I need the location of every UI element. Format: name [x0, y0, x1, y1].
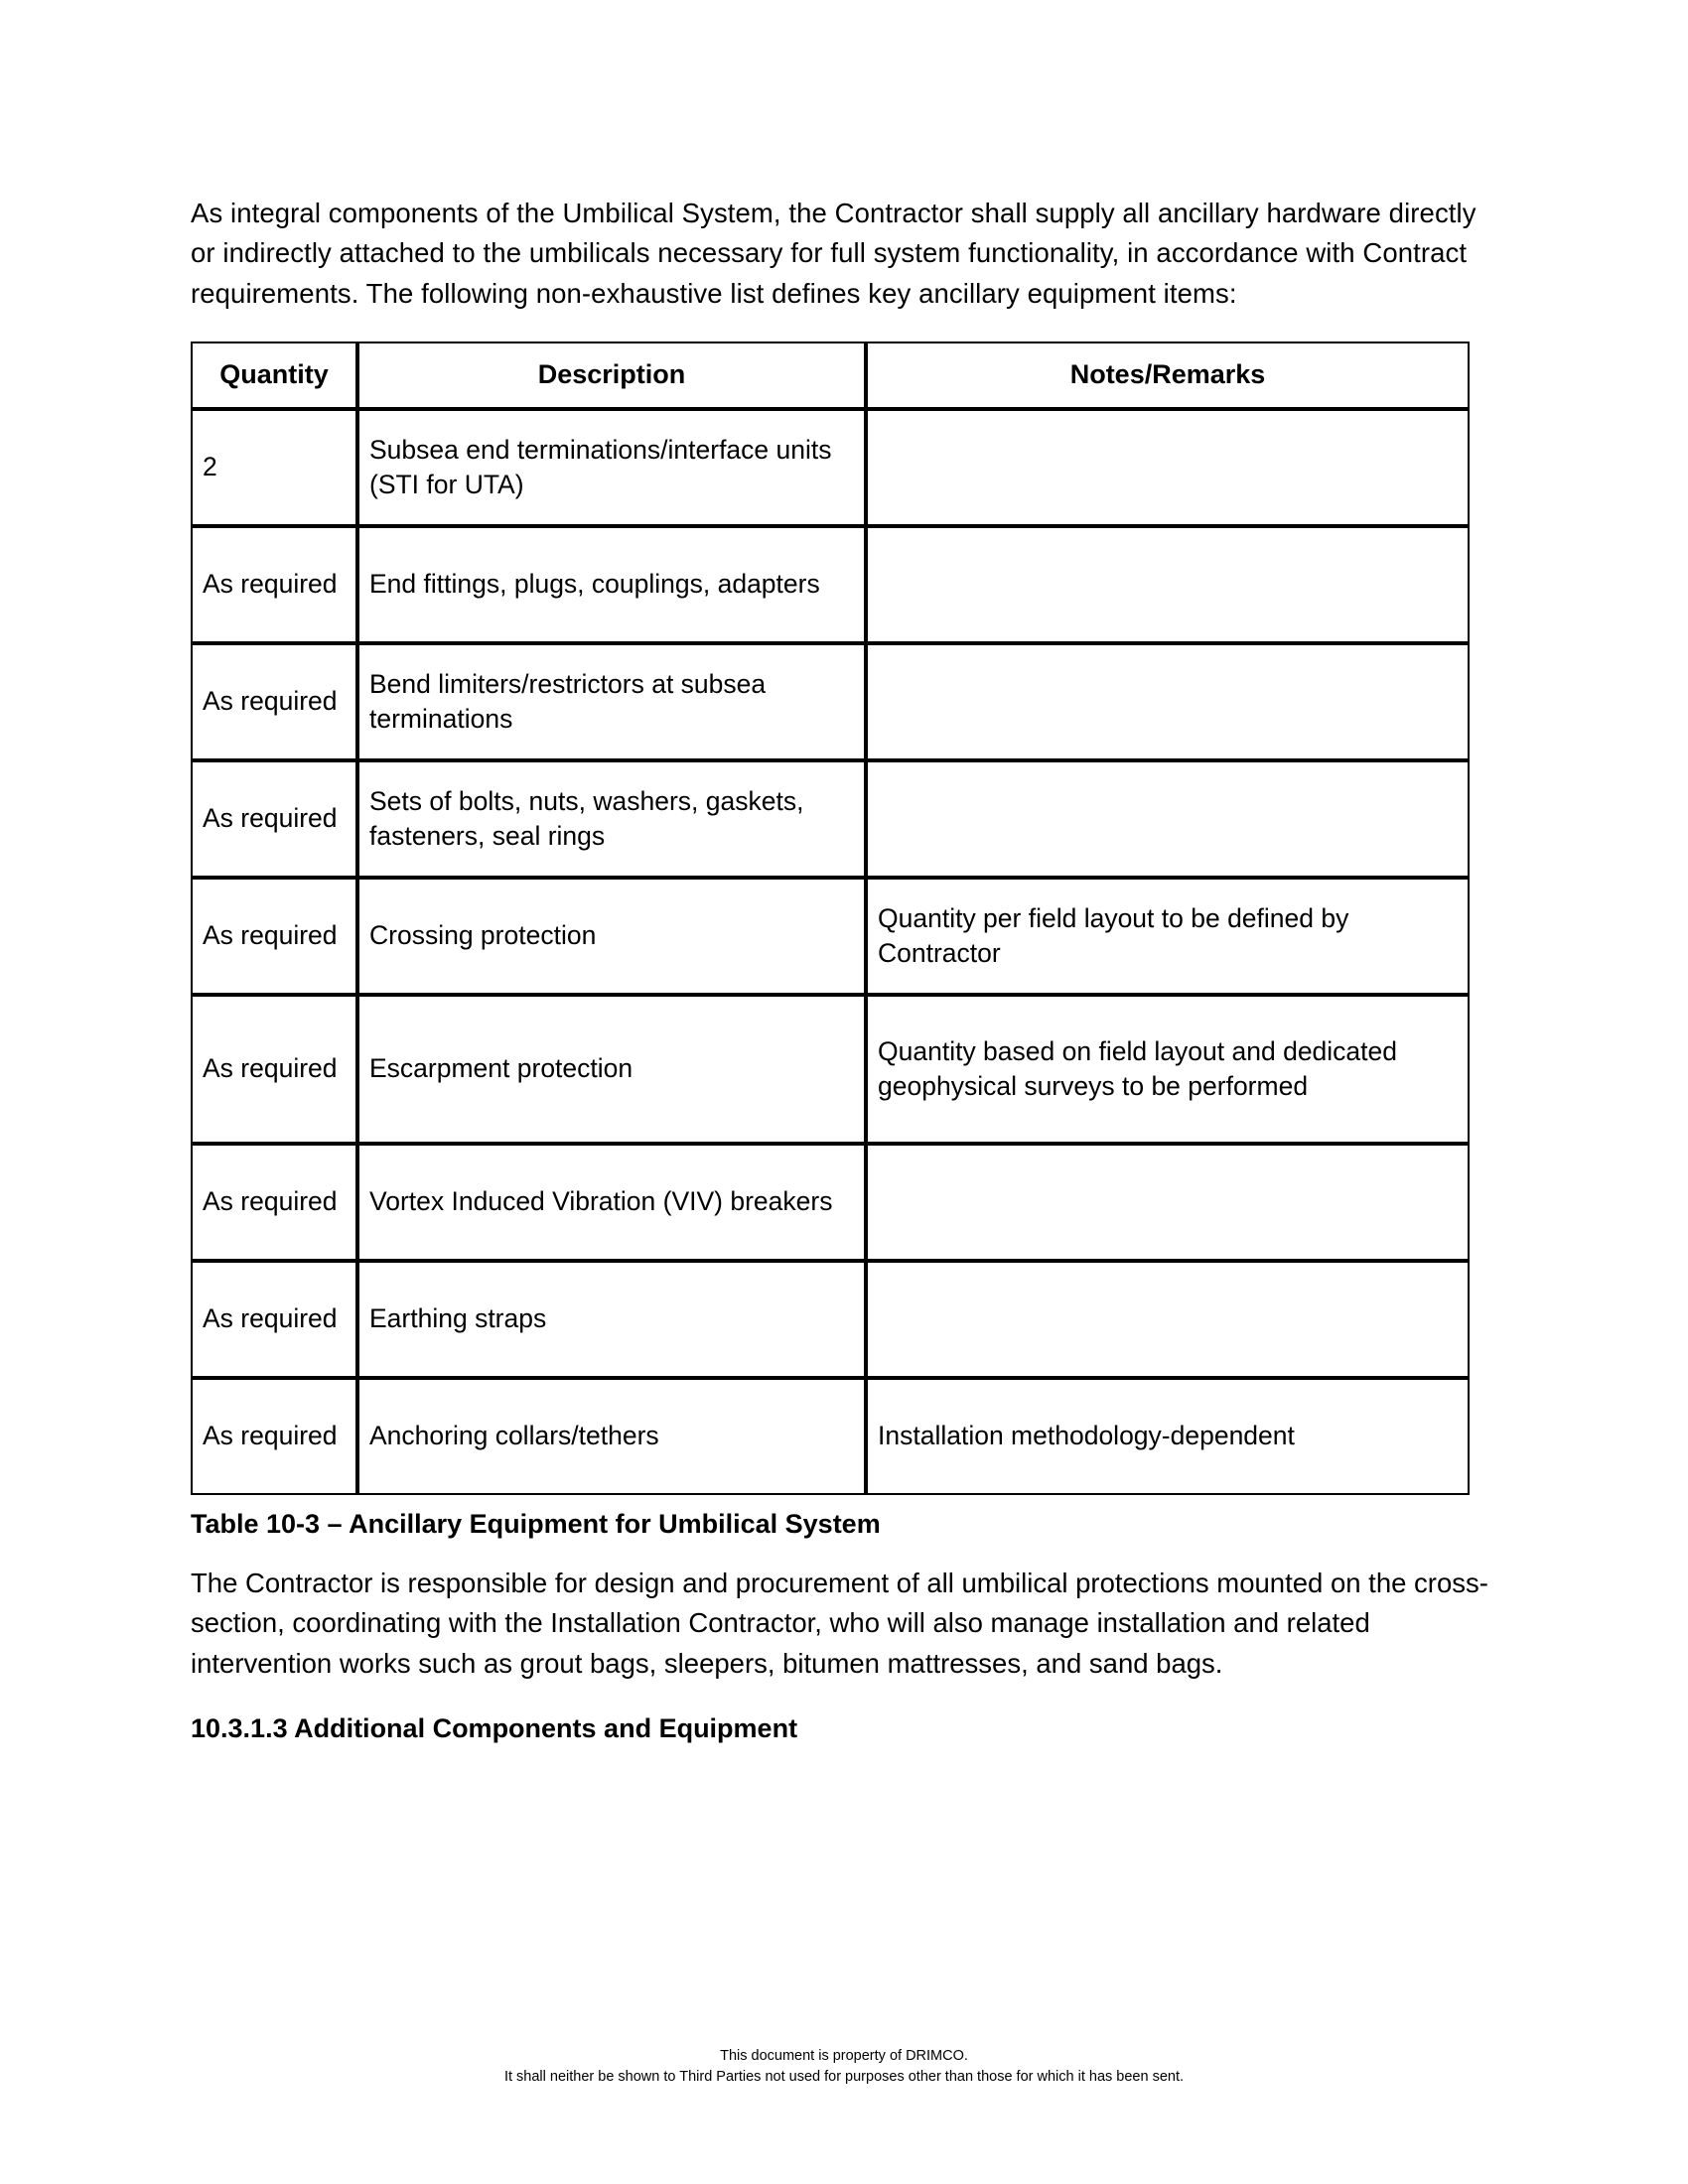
cell-description: Vortex Induced Vibration (VIV) breakers [357, 1144, 866, 1261]
cell-quantity: As required [191, 878, 357, 995]
cell-quantity: 2 [191, 409, 357, 526]
page-footer [0, 2046, 1688, 2090]
cell-notes [866, 1261, 1470, 1378]
table-row [191, 1144, 1470, 1261]
table-row [191, 760, 1470, 878]
table-row [191, 1261, 1470, 1378]
footer-line-2: It shall neither be shown to Third Parties not used for purposes other than those for which it has been sent. [503, 2069, 1185, 2086]
footer-line-1: This document is property of DRIMCO. [720, 2047, 968, 2064]
cell-quantity: As required [191, 643, 357, 760]
cell-quantity: As required [191, 1378, 357, 1495]
body-paragraph: The Contractor is responsible for design and procurement of all umbilical protections mounted on the cross-section, coordinating with the Installation Contractor, who will also manage installation and related intervention works such as grout bags, sleepers, bitumen mattresses, and sand bags. [191, 1567, 1488, 1679]
cell-description: Earthing straps [357, 1261, 866, 1378]
table-row [191, 878, 1470, 995]
cell-notes [866, 643, 1470, 760]
cell-notes [866, 526, 1470, 643]
table-row [191, 995, 1470, 1144]
cell-description: Crossing protection [357, 878, 866, 995]
table-header-row [191, 341, 1470, 409]
cell-description: Escarpment protection [357, 995, 866, 1144]
cell-notes: Quantity based on field layout and dedicated geophysical surveys to be performed [866, 995, 1470, 1144]
cell-quantity: As required [191, 1144, 357, 1261]
ancillary-equipment-table [191, 341, 1470, 1495]
column-header-quantity: Quantity [191, 341, 357, 409]
cell-description: Subsea end terminations/interface units (STI for UTA) [357, 409, 866, 526]
column-header-notes: Notes/Remarks [866, 341, 1470, 409]
cell-notes [866, 409, 1470, 526]
cell-notes: Quantity per field layout to be defined by Contractor [866, 878, 1470, 995]
cell-notes [866, 1144, 1470, 1261]
cell-notes [866, 760, 1470, 878]
cell-notes: Installation methodology-dependent [866, 1378, 1470, 1495]
cell-description: Bend limiters/restrictors at subsea terminations [357, 643, 866, 760]
cell-description: Sets of bolts, nuts, washers, gaskets, fasteners, seal rings [357, 760, 866, 878]
table-row [191, 1378, 1470, 1495]
cell-quantity: As required [191, 995, 357, 1144]
intro-paragraph: As integral components of the Umbilical System, the Contractor shall supply all ancillary hardware directly or indirectly attached to the umbilicals necessary for full system functionality, in accordance with Contract requirements. The following non-exhaustive list defines key ancillary equipment items: [191, 198, 1477, 309]
table-row [191, 409, 1470, 526]
cell-description: End fittings, plugs, couplings, adapters [357, 526, 866, 643]
cell-quantity: As required [191, 526, 357, 643]
table-caption: Table 10-3 – Ancillary Equipment for Umbilical System [191, 1508, 881, 1539]
table-row [191, 526, 1470, 643]
column-header-description: Description [357, 341, 866, 409]
table-row [191, 643, 1470, 760]
cell-quantity: As required [191, 1261, 357, 1378]
cell-quantity: As required [191, 760, 357, 878]
cell-description: Anchoring collars/tethers [357, 1378, 866, 1495]
section-heading: 10.3.1.3 Additional Components and Equipment [191, 1713, 798, 1744]
